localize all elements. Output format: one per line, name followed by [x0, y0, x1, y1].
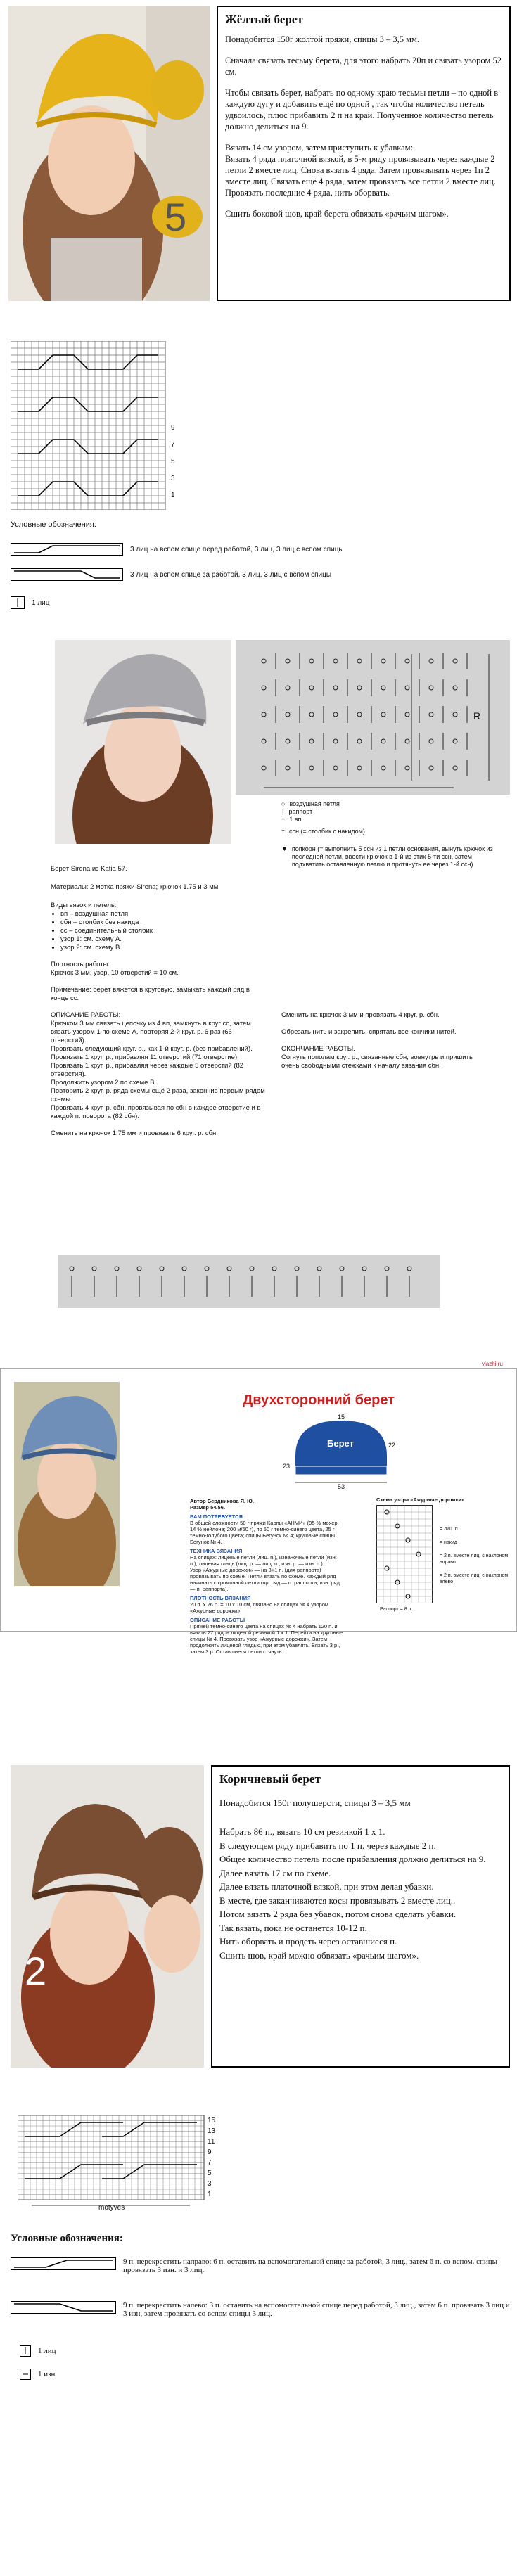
chart2-legend-3: 1 лиц — [20, 2345, 56, 2357]
chain-mark — [250, 1267, 254, 1271]
chain-mark — [309, 766, 314, 770]
chain-mark — [262, 712, 266, 717]
double-beret-photo — [14, 1382, 120, 1586]
chain-mark — [429, 766, 433, 770]
chain-mark — [381, 739, 385, 743]
chain-mark — [362, 1267, 366, 1271]
chain-mark — [429, 686, 433, 690]
chart1-legend-3: 1 лиц — [11, 596, 50, 609]
chart2-row-3: 3 — [208, 2180, 212, 2188]
sirena-desc-end: Сменить на крючок 1.75 мм и провязать 6 круг. р. сбн. — [51, 1129, 218, 1137]
chart1-row-5: 5 — [171, 458, 175, 466]
chart2-row-7: 7 — [208, 2159, 212, 2167]
sirena-right-column: Сменить на крючок 3 мм и провязать 4 круг. р. сбн. Обрезать нить и закрепить, спрятать все кончики нитей. ОКОНЧАНИЕ РАБОТЫ. Согнуть пополам круг. р., связанные сбн, вовнутрь и пришить очень свободными стежками к началу вязания сбн. — [281, 1011, 473, 1070]
chain-mark — [405, 686, 409, 690]
chart1-legend-1: 3 лиц на вспом спице перед работой, 3 лиц, 3 лиц с вспом спицы — [11, 543, 344, 556]
chart1-row-7: 7 — [171, 441, 175, 449]
chain-mark — [453, 766, 457, 770]
sirena-desc-title: ОПИСАНИЕ РАБОТЫ: — [51, 1011, 121, 1019]
chain-mark — [405, 766, 409, 770]
chain-mark — [286, 659, 290, 663]
sirena-chart-b — [58, 1255, 440, 1308]
chain-mark — [295, 1267, 299, 1271]
cable-9-left-symbol — [11, 2301, 116, 2314]
chain-mark — [453, 686, 457, 690]
sirena-gauge: Крючок 3 мм, узор, 10 отверстий = 10 см. — [51, 969, 179, 977]
purl-symbol — [20, 2369, 31, 2380]
brown-photo-number: 2 — [25, 1949, 47, 1993]
chain-mark — [262, 659, 266, 663]
chart1-legend-title: Условные обозначения: — [11, 520, 96, 529]
brown-para-1: Понадобится 150г полушерсти, спицы 3 – 3,5 мм — [219, 1798, 411, 1808]
knit-stitch-symbol — [11, 596, 25, 609]
chain-mark — [333, 686, 338, 690]
chain-mark — [317, 1267, 321, 1271]
yellow-para-3: Чтобы связать берет, набрать по одному краю тесьмы петли – по одной в каждую дугу и добавить ещё по одной , так чтобы количество петель удвоилось, плюс прибавить 2 п на край. Полученное количество петель должно делиться на 9. — [225, 88, 499, 132]
chart2-row-5: 5 — [208, 2170, 212, 2177]
chain-mark — [453, 739, 457, 743]
chain-mark — [115, 1267, 119, 1271]
chain-mark — [357, 739, 362, 743]
chain-mark — [340, 1267, 344, 1271]
sirena-chart-r: R — [473, 710, 481, 722]
chain-mark — [309, 712, 314, 717]
sirena-stitches-title: Виды вязок и петель: — [51, 902, 117, 909]
dim-top: 15 — [338, 1414, 345, 1421]
chain-mark — [333, 659, 338, 663]
photo-number: 5 — [165, 195, 187, 239]
chain-icon: ○ — [281, 800, 286, 807]
chain-mark — [286, 712, 290, 717]
chart2-row-1: 1 — [208, 2191, 212, 2198]
chart1-legend-2: 3 лиц на вспом спице за работой, 3 лиц, 3 лиц с вспом спицы — [11, 568, 331, 581]
brown-para-2: Набрать 86 п., вязать 10 см резинкой 1 х 1. В следующем ряду прибавить по 1 п. через каждые 2 п. Общее количество петель после прибавления должно делиться на 9. Далее вязать 17 см по схеме. Далее вязать платочной вязкой, при этом делая убавки. В месте, где заканчиваются косы провязывать 2 вместе лиц.. Потом вязать 2 ряда без убавок, потом снова сделать убавки. Так вязать, пока не останется 10-12 п. Нить оборвать и продеть через оставшиеся п. Сшить шов, край можно обвязать «рачьим шагом». — [219, 1826, 486, 1961]
chart2-row-13: 13 — [208, 2127, 216, 2135]
chain-mark — [453, 659, 457, 663]
dim-band: 23 — [283, 1463, 291, 1470]
chain-mark — [272, 1267, 276, 1271]
sirena-beret-photo — [55, 640, 231, 844]
cable-chart-1 — [11, 341, 186, 510]
key-row-3: † ссн (= столбик с накидом) — [281, 828, 365, 835]
sirena-left-column — [51, 865, 269, 1138]
cable-9-right-symbol — [11, 2257, 116, 2270]
chain-mark — [286, 739, 290, 743]
chart2-row-9: 9 — [208, 2148, 212, 2156]
sirena-heading: Берет Sirena из Katia 57. — [51, 865, 127, 873]
chart1-row-9: 9 — [171, 424, 175, 432]
chain-mark — [357, 686, 362, 690]
chain-mark — [385, 1267, 389, 1271]
lace-chart-title: Схема узора «Ажурные дорожки» — [376, 1497, 465, 1503]
chain-mark — [407, 1267, 411, 1271]
yellow-para-5: Сшить боковой шов, край берета обвязать «рачьим шагом». — [225, 209, 449, 219]
chain-mark — [357, 766, 362, 770]
chain-mark — [405, 739, 409, 743]
lace-chart — [376, 1505, 433, 1603]
brown-beret-title: Коричневый берет — [219, 1772, 321, 1786]
sirena-chart-key — [281, 800, 506, 869]
chain-mark — [357, 659, 362, 663]
chain-mark — [405, 712, 409, 717]
chain-mark — [205, 1267, 209, 1271]
lace-key: = лиц. п. = накид = 2 п. вместе лиц. с наклоном вправо = 2 п. вместе лиц. с наклоном влево — [440, 1527, 509, 1584]
chart2-legend-2: 9 п. перекрестить налево: 3 п. оставить на вспомогательной спице перед работой, 3 лиц., затем 6 п. провязать 3 лиц и 3 изн, затем провязать со вспом спицы 3 лиц. — [11, 2301, 510, 2318]
chain-mark — [333, 712, 338, 717]
yellow-beret-title: Жёлтый берет — [225, 13, 303, 26]
cable-right-symbol — [11, 543, 123, 556]
sirena-materials: Материалы: 2 мотка пряжи Sirena; крючок 1.75 и 3 мм. — [51, 883, 220, 891]
yellow-para-2: Сначала связать тесьму берета, для этого набрать 20п и связать узором 52 см. — [225, 56, 502, 77]
lace-chart-caption: Раппорт = 8 п. — [380, 1607, 413, 1612]
beret-schematic — [281, 1414, 401, 1491]
chain-mark — [262, 739, 266, 743]
chain-mark — [92, 1267, 96, 1271]
cable-left-symbol — [11, 568, 123, 581]
sirena-stitches: • вп – воздушная петля • сбн – столбик без накида • сс – соединительный столбик • узор 1: см. схему А. • узор 2: см. схему B. — [51, 910, 269, 952]
chain-mark — [357, 712, 362, 717]
chain-mark — [309, 686, 314, 690]
beret-label: Берет — [327, 1438, 354, 1449]
brown-beret-photo — [11, 1765, 204, 2068]
dim-width: 53 — [338, 1483, 345, 1490]
chart2-row-11: 11 — [208, 2138, 215, 2146]
chain-mark — [309, 739, 314, 743]
chain-mark — [429, 712, 433, 717]
chart2-legend-title: Условные обозначения: — [11, 2233, 123, 2244]
key-row-4: ▼ попкорн (= выполнить 5 ссн из 1 петли основания, вынуть крючок из последней петли, ввести крючок в 1-й из этих 5-ти ссн, затем подхватить оставленную петлю и протянуть ее через 1-й ссн) — [281, 845, 493, 868]
chain-mark — [333, 766, 338, 770]
chain-mark — [429, 739, 433, 743]
motyves-label: motyves — [98, 2204, 125, 2212]
yellow-para-1: Понадобится 150г жолтой пряжи, спицы 3 – 3,5 мм. — [225, 34, 420, 44]
chain-mark — [227, 1267, 231, 1271]
site-watermark: vjazhi.ru — [482, 1361, 503, 1367]
plus-icon: + — [281, 816, 286, 823]
sirena-note: Примечание: берет вяжется в круговую, замыкать каждый ряд в конце сс. — [51, 986, 250, 1002]
chain-mark — [381, 659, 385, 663]
chain-mark — [182, 1267, 186, 1271]
chart1-row-1: 1 — [171, 492, 175, 499]
chain-mark — [262, 686, 266, 690]
yellow-beret-photo — [8, 6, 210, 301]
double-left-text: Автор Бердникова Я. Ю. Размер 54/56. ВАМ ПОТРЕБУЕТСЯ В общей сложности 50 г пряжи Карпы «АНМИ» (95 % мохер, 14 % нейлона; 200 м/50 г), по 50 г темно-синего цвета, 25 г темно-голубого цвета; спицы Бегунок № 4; круговые спицы Бегунок № 4. ТЕХНИКА ВЯЗАНИЯ На спицах: лицевые петли (лиц. п.), изнаночные петли (изн. п.), лицевая гладь (лиц. р. — лиц. п., изн. р. — изн. п.). Узор «Ажурные дорожки» — на 8+1 п. (для раппорта) провязывать по схеме. Петли вязать по схеме. Каждый ряд начинать с кромочной петли (пр. ряд — п. раппорта, изн. ряд — п. раппорта). ПЛОТНОСТЬ ВЯЗАНИЯ 20 п. х 26 р. = 10 х 10 см, связано на спицах № 4 узором «Ажурные дорожки». ОПИСАНИЕ РАБОТЫ Пряжей темно-синего цвета на спицах № 4 набрать 120 п. и вязать 27 рядов лицевой резинкой 1 х 1. Перейти на круговые спицы № 4. Провязать узор «Ажурные дорожки». Затем продолжить лицевой гладью, при этом убавлять. Вязать 3 р., затем 3 р. Оставшиеся петли стянуть. — [190, 1498, 343, 1655]
dim-height: 22 — [388, 1442, 396, 1449]
key-row-1: ∣ раппорт — [281, 808, 313, 815]
yellow-beret-textbox — [217, 6, 511, 301]
popcorn-icon: ▼ — [281, 845, 288, 852]
chain-mark — [286, 766, 290, 770]
chain-mark — [381, 766, 385, 770]
sirena-gauge-title: Плотность работы: — [51, 961, 110, 968]
dc-icon: † — [281, 828, 286, 835]
rapport-icon: ∣ — [281, 808, 285, 815]
chain-mark — [405, 659, 409, 663]
chain-mark — [160, 1267, 164, 1271]
knit-symbol — [20, 2345, 31, 2357]
cable-chart-2 — [18, 2115, 225, 2214]
chain-mark — [309, 659, 314, 663]
chain-mark — [286, 686, 290, 690]
sirena-desc: Крючком 3 мм связать цепочку из 4 вп, замкнуть в круг сс, затем вязать узором 1 по схеме A, повторяя 2-й круг. р. 6 раз (66 отверстий). Провязать следующий круг. р., как 1-й круг. р. (без прибавлений). Провязать 1 круг. р., прибавляя 11 отверстий (71 отверстие). Провязать 1 круг. р., прибавляя через каждые 5 отверстий (82 отверстия). Продолжить узором 2 по схеме B. Повторить 2 круг. р. ряда схемы ещё 2 раза, закончив первым рядом схемы. Провязать 4 круг. р. сбн, провязывая по сбн в каждое отверстие и в каждой п. поворота (82 сбн). — [51, 1020, 265, 1120]
chart1-row-3: 3 — [171, 475, 175, 482]
chain-mark — [453, 712, 457, 717]
brown-beret-textbox — [211, 1765, 510, 2068]
chain-mark — [429, 659, 433, 663]
sirena-crochet-chart — [236, 640, 510, 795]
chain-mark — [70, 1267, 74, 1271]
chart2-row-15: 15 — [208, 2117, 216, 2125]
chain-mark — [381, 712, 385, 717]
chart2-legend-4: 1 изн — [20, 2369, 55, 2380]
double-title: Двухсторонний берет — [243, 1392, 395, 1408]
chain-mark — [381, 686, 385, 690]
key-row-0: ○ воздушная петля — [281, 800, 340, 807]
chain-mark — [262, 766, 266, 770]
key-row-2: + 1 вп — [281, 816, 302, 823]
chart2-legend-1: 9 п. перекрестить направо: 6 п. оставить на вспомогательной спице за работой, 3 лиц., затем 6 п. со вспом. спицы провязать 3 изн. и 3 лиц. — [11, 2257, 510, 2274]
chain-mark — [137, 1267, 141, 1271]
yellow-para-4: Вязать 14 см узором, затем приступить к убавкам: Вязать 4 ряда платочной вязкой, в 5-м ряду провязывать через каждые 2 петли 2 вместе лиц. Снова вязать 4 ряда. Затем провязывать через 1п 2 вместе лиц. Связать ещё 4 ряда, затем провязать все петли 2 вместе лиц. Провязать последние 4 ряда, нить оборвать. — [225, 143, 496, 198]
chain-mark — [333, 739, 338, 743]
